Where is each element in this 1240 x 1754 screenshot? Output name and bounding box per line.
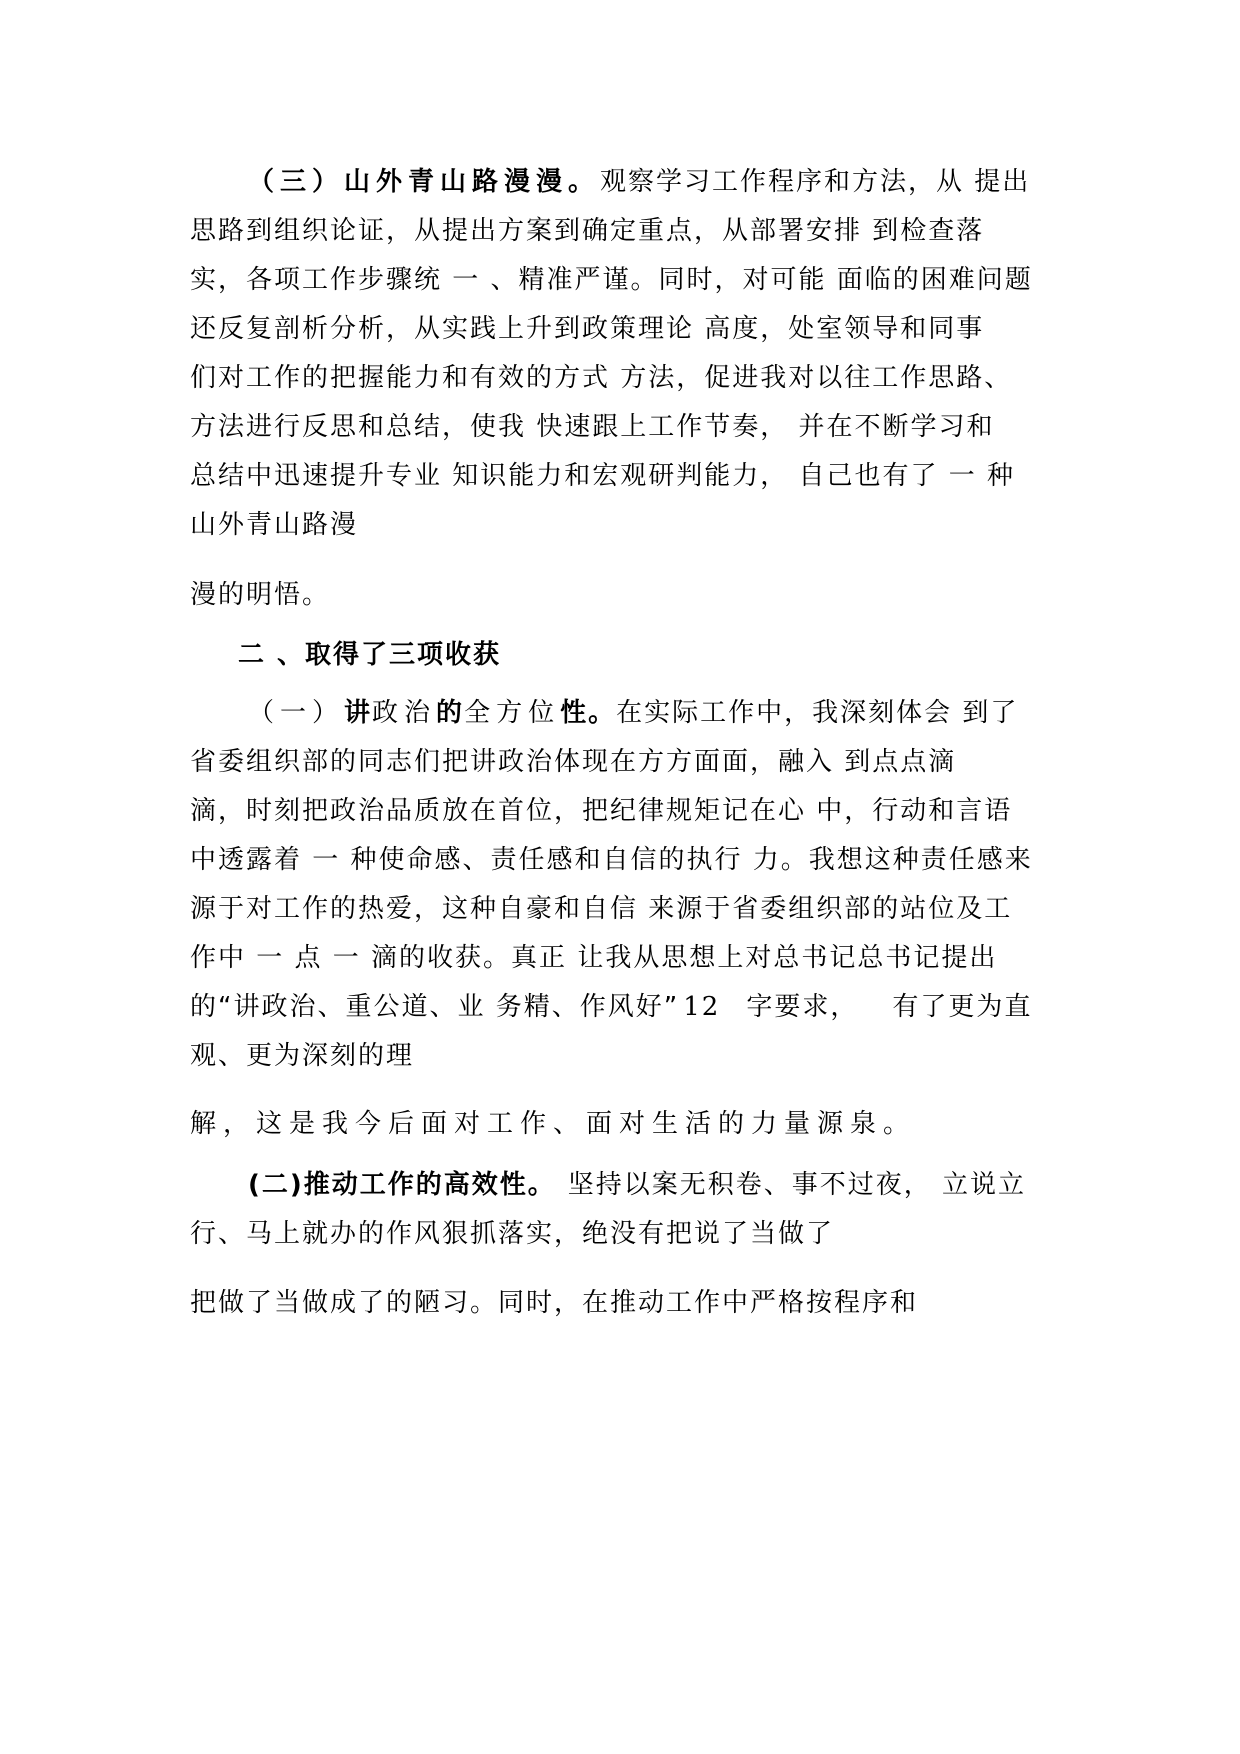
item1-heading-c: 政治 xyxy=(372,698,437,728)
item1-line-8: 观、更为深刻的理 xyxy=(190,1041,415,1071)
item1-heading-d: 的 xyxy=(436,698,465,728)
item1-text-b: 有了更为直 xyxy=(892,992,1033,1022)
item1-line-7 xyxy=(190,989,1032,1025)
item1-text: 在实际工作中，我深刻体会 到了 xyxy=(616,698,1019,728)
item2-line-3: 把做了当做成了的陋习。同时，在推动工作中严格按程序和 xyxy=(190,1288,919,1318)
section3-line-4: 还反复剖析分析，从实践上升到政策理论 高度，处室领导和同事 xyxy=(190,314,985,344)
item1-line-6: 作中 一 点 一 滴的收获。真正 让我从思想上对总书记总书记提出 xyxy=(190,943,998,973)
section3-line-2: 思路到组织论证，从提出方案到确定重点，从部署安排 到检查落 xyxy=(190,216,985,246)
section3-line-1 xyxy=(248,164,1030,200)
item1-line-3: 滴，时刻把政治品质放在首位，把纪律规矩记在心 中，行动和言语 xyxy=(190,796,1013,826)
item1-heading-f: 性。 xyxy=(560,698,617,728)
item1-heading-a: （一） xyxy=(248,698,345,728)
item1-line-9: 解，这是我今后面对工作、面对生活的力量源泉。 xyxy=(190,1109,917,1139)
item1-line-1 xyxy=(248,695,1018,731)
item1-line-4: 中透露着 一 种使命感、责任感和自信的执行 力。我想这种责任感来 xyxy=(190,845,1033,875)
item1-text-a: 字要求， xyxy=(746,992,859,1022)
section3-line-3: 实，各项工作步骤统 一 、精准严谨。同时，对可能 面临的困难问题 xyxy=(190,265,1033,295)
item1-line-2: 省委组织部的同志们把讲政治体现在方方面面，融入 到点点滴 xyxy=(190,747,957,777)
item1-number: 12 xyxy=(683,992,721,1022)
section3-line-8: 山外青山路漫 xyxy=(190,510,359,540)
section3-line-7: 总结中迅速提升专业 知识能力和宏观研判能力， 自己也有了 一 种 xyxy=(190,461,1016,491)
item2-line-1 xyxy=(248,1167,1026,1203)
item2-line-2: 行、马上就办的作风狠抓落实，绝没有把说了当做了 xyxy=(190,1219,835,1249)
item1-quote: 的“讲政治、重公道、业 务精、作风好” xyxy=(190,992,680,1022)
item1-heading-b: 讲 xyxy=(344,698,373,728)
section3-text: 观察学习工作程序和方法，从 提出 xyxy=(600,167,1031,197)
item1-heading-e: 全方位 xyxy=(464,698,561,728)
part2-heading: 二 、取得了三项收获 xyxy=(238,640,502,670)
item1-line-5: 源于对工作的热爱，这种自豪和自信 来源于省委组织部的站位及工 xyxy=(190,894,1013,924)
section3-line-9: 漫的明悟。 xyxy=(190,580,331,610)
section3-line-6: 方法进行反思和总结，使我 快速跟上工作节奏， 并在不断学习和 xyxy=(190,412,995,442)
section3-line-5: 们对工作的把握能力和有效的方式 方法，促进我对以往工作思路、 xyxy=(190,363,1013,393)
item2-text: 坚持以案无积卷、事不过夜， 立说立 xyxy=(567,1170,1027,1200)
section3-heading: （三）山外青山路漫漫。 xyxy=(248,167,601,197)
item2-heading: (二)推动工作的高效性。 xyxy=(248,1170,556,1200)
